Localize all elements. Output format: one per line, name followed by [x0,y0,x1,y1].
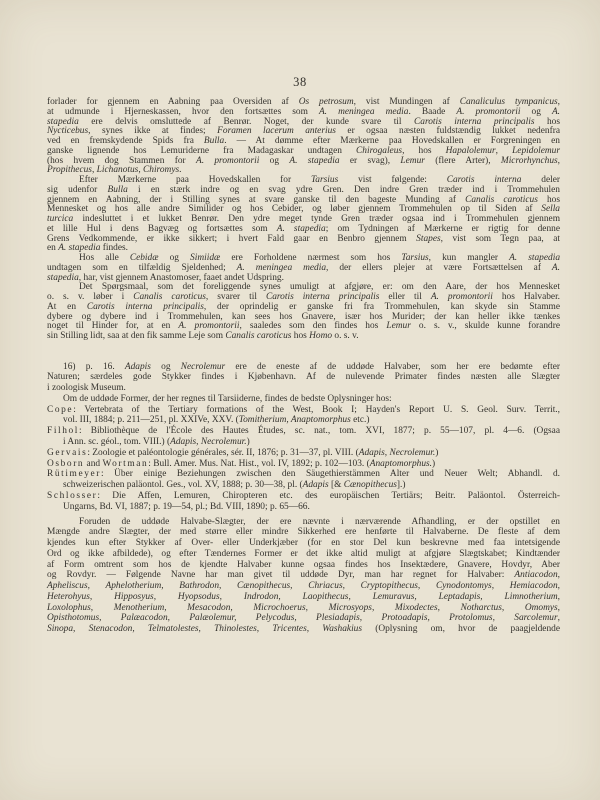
text-run: schweizerischen paläontol. Ges., vol. XV, 1888; p. 30—38, pl. ( [63,480,303,491]
italic-text: Lepidolemur [512,145,561,156]
italic-text: Anaptomorphus. [369,458,432,469]
text-run: : Über einige Beziehungen zwischen den Säugethierstämmen Alter und Neuer Welt; Abhandl. d. [100,469,560,480]
text-run: hos [534,116,560,127]
text-line [47,603,560,614]
italic-text: A. [551,262,560,273]
text-run: , der ellers plejer at være Fortsættelsen af [326,262,552,273]
text-run: Det Spørgsmaal, som det foreliggende synes umuligt at afgjøre, er: om den Aare, der hos Mennesket [79,282,560,293]
text-line [47,426,560,437]
text-run: : Bull. Amer. Mus. Nat. Hist., vol. IV, 1892; p. 102—103. ( [148,458,370,469]
text-run: ].) [396,480,406,491]
text-run: 16) p. 16. [63,361,125,372]
italic-text: Sella [541,204,560,215]
text-run: , [557,570,560,581]
italic-text: turcica [47,214,74,224]
text-line [47,613,560,624]
text-run: etc.) [350,415,370,426]
italic-text: Bulla [203,136,225,146]
text-run: , svarer til [205,292,266,302]
text-run: (hos hvem dog Stammen for [47,155,196,166]
text-run: , [557,602,560,613]
text-run: vol. III, 1884; p. 211—251, pl. XXIVe, XXV. ( [63,415,239,426]
text-run: er svag), [339,155,401,166]
text-run: kjendes kun efter Stykker af Over- eller Underkjæber (for en stor Del kun beskrevne med faa intetsigende [47,538,560,548]
text-run: , [495,145,513,156]
text-line [47,491,560,502]
text-run: ved en fremskydende Spids fra [47,136,204,146]
italic-text: Carotis interna principalis [414,116,535,127]
text-run: og Rovdyr. — Følgende Navne har man givet til uddøde Dyr, man har regnet for Halvaber: [47,570,515,581]
italic-text: Chiromys [143,165,180,176]
italic-text: A. meningea media [236,262,327,273]
author-name: Rütimeyer [47,469,101,480]
text-run: er ogsaa næsten fuldstændig lukket nedenfra [335,126,560,137]
italic-text: Os petrosum [298,97,354,107]
text-run: o. s. v., skulde kunne forandre [410,321,560,332]
text-run: i Ann. sc. géol., tom. VIII.) ( [63,437,171,448]
text-run: at udmunde i Hjerneskassen, hvor den fortsættes som [47,106,319,117]
footnote [47,362,560,513]
italic-text: A. meningea media [318,106,409,117]
italic-text: Propithecus [47,165,92,176]
text-run: hos [537,194,560,205]
text-run: ; om Tydningen af Mærkerne er rigtig for denne [325,223,560,234]
text-run: ganske lignende hos Lemuriderne fra Madagaskar undtagen [47,145,357,156]
italic-text: Canalis caroticus [225,331,292,341]
text-run: Grens Vedkommende, er ikke sikkert; i hvert Fald gaar en Benbro gjennem [47,233,417,244]
text-line [47,549,560,560]
text-run: ) [435,447,439,458]
text-run: : Bibliothèque de l'École des Hautes Études, sc. nat., tom. XVI, 1877; p. 55—107, pl. 4—6. (Ogsaa [79,426,560,437]
text-run: and [84,458,103,469]
text-run: hos [291,331,310,341]
text-line [47,383,560,394]
text-run: , har, vist gjennem Anastomoser, faaet andet Udspring. [78,272,284,283]
italic-text: Homo [309,331,333,341]
italic-text: Cænopithecus [343,480,397,491]
text-run: Ungarns, Bd. VI, 1887; p. 19—54, pl.; Bd. VIII, 1890; p. 65—66. [63,501,310,512]
italic-text: Carotis interna [446,175,522,185]
text-line [47,394,560,405]
text-run: Hos alle [79,253,130,263]
italic-text: Adapis [124,361,151,372]
italic-text: Tarsius [310,175,339,185]
text-run: , [557,591,560,602]
text-run: , [557,97,561,107]
text-run: noget til Hinder for, at en [47,321,179,332]
italic-text: Canaliculus tympanicus [459,97,558,107]
italic-text: Hapalolemur [445,145,496,156]
text-run: , [557,581,560,591]
main-text [47,98,560,342]
text-run: forlader for gjennem en Aabning paa Oversiden af [47,97,299,107]
italic-text: Opisthotomus, Palæacodon, Palæolemur, Pelycodus, Plesiadapis, Protoadapis, Protolomus, Sarcolemur [47,613,558,624]
text-run: . [179,165,182,176]
italic-text: Apheliscus, Aphelotherium, Bathrodon, Cænopithecus, Chriacus, Cryptopithecus, Cynodontomys, Hemiacodon [47,581,558,591]
text-run: , vist Mundingen af [353,97,460,107]
text-run: eller til [379,292,431,302]
text-run: : Die Affen, Lemuren, Chiropteren etc. des europäischen Tertiärs; Beitr. Paläontol. Österreich- [97,491,560,502]
text-line [47,560,560,571]
text-run: Mængde andre Slægter, der med større eller mindre Sikkerhed ere henførte til Halvaberne. De fleste af dem [47,527,560,538]
text-line [47,372,560,383]
italic-text: Necrolemur [180,361,226,372]
text-run: et lille Hul i dens Bagvæg og fortsættes som [47,223,277,234]
text-run: ere delvis omsluttede af Benrør. Noget, der kunde svare til [78,116,414,127]
text-run: (Oplysning om, hvor de paagjeldende [362,624,560,634]
text-line [47,415,560,426]
text-run: , [557,613,560,624]
text-run: , hos [402,145,446,156]
text-run: At en [47,301,87,312]
italic-text: A. stapedia [289,155,340,166]
text-run: ere Forholdene nærmest som hos [220,253,402,263]
italic-text: Foramen lacerum anterius [217,126,336,137]
italic-text: Canalis caroticus [133,292,206,302]
text-run: o. s. v. [332,331,359,341]
text-run: hos Halvaber. [492,292,561,302]
text-run: gjennem en Aabning, der i Stilling synes at svare ganske til den bageste Munding af [47,194,466,205]
italic-text: A. stapedia [58,243,101,254]
text-run: : Vertebrata of the Tertiary formations of the West, Book I; Hayden's Report U. S. Geol. Surv. Territ., [73,404,560,415]
text-run: , der oprindelig er ganske fri fra Trommehulen, kan skyde sin Stamme [203,301,560,312]
text-run: , [91,165,97,176]
text-line [47,624,560,635]
italic-text: Carotis interna principalis [265,292,380,302]
text-line [47,437,560,448]
italic-text: Sinopa, Stenacodon, Telmatolestes, Thinolestes, Tricentes, Washakius [47,624,363,634]
italic-text: A. promontorii [430,292,493,302]
italic-text: Adapis, Necrolemur. [170,437,247,448]
text-run: i en stærk indre og en svag ydre Gren. Den indre Gren træder ind i Trommehulen [127,184,560,195]
text-run: og [259,155,290,166]
italic-text: Simiidæ [190,253,221,263]
author-name: Wortman [102,458,149,469]
text-run: sig udenfor [47,184,108,195]
text-run: og [520,106,552,117]
author-name: Schlosser [47,491,98,502]
text-run: : Zoologie et paléontologie générales, sér. II, 1876; p. 31—37, pl. VIII. ( [87,447,359,458]
text-line [47,527,560,538]
text-run: Om de uddøde Former, der her regnes til Tarsiiderne, findes de bedste Oplysninger hos: [63,393,392,404]
text-run: ere de eneste af de uddøde Halvaber, som her ere bedømte efter [225,361,561,372]
italic-text: Lemur [386,321,411,332]
italic-text: stapedia [47,272,79,283]
text-line [47,405,560,416]
italic-text: Loxolophus, Menotherium, Mesacodon, Microchoerus, Microsyops, Mixodectes, Notharctus, Omomys [47,602,558,613]
italic-text: Antiacodon [514,570,558,581]
italic-text: Bulla [107,184,128,195]
text-line [47,448,560,459]
italic-text: Adapis, Necrolemur. [358,447,436,458]
italic-text: Nycticebus [47,126,89,137]
text-run: undtagen som en tilfældig Sjeldenhed; [47,262,237,273]
text-run: , [557,155,560,166]
author-name: Filhol [47,426,80,437]
italic-text: A. promontorii [456,106,521,117]
text-run: Naturen; særdeles gode Stykker findes i Kjøbenhavn. Af de nulevende Primater findes næsten alle Slægter [47,372,560,383]
text-line [47,502,560,513]
italic-text: Canalis caroticus [465,194,538,205]
italic-text: A. stapedia [509,253,561,263]
italic-text: Lemur [400,155,425,166]
text-line [47,570,560,581]
text-run: . — At dømme efter Mærkerne paa Hovedskallen er Forgreningen en [224,136,560,146]
text-run: Mennesket og hos alle andre Similider og hos Cebider, og løber gjennem Trommehulen op til Siden af [47,204,542,215]
text-run: (flere Arter), [424,155,501,166]
italic-text: A. promontorii [178,321,240,332]
italic-text: Microrhynchus [500,155,558,166]
italic-text: A. stapedia [276,223,326,234]
italic-text: stapedia [47,116,79,127]
text-run: indesluttet i et lukket Benrør. Den ydre meget tynde Gren træder ogsaa ind i Trommehulen gjennem [73,214,560,224]
text-run: [& [328,480,344,491]
italic-text: Tomitherium, Anaptomorphus [238,415,351,426]
text-run: i zoologisk Museum. [47,383,126,394]
text-run: Efter Mærkerne paa Hovedskallen for [79,175,311,185]
text-run: Ord og ikke afbildede), og efter Tændernes Former er det ikke altid muligt at afgjøre Slægtskabet; Kindtænder [47,548,560,559]
text-run: ) [246,437,250,448]
italic-text: Carotis interna principalis [86,301,204,312]
text-run: Foruden de uddøde Halvabe-Slægter, der ere nævnte i nærværende Afhandling, er der opstillet en [79,516,560,527]
text-line [47,480,560,491]
text-line [47,592,560,603]
italic-text: Tarsius [401,253,429,263]
italic-text: Lichanotus [96,165,139,176]
text-run: af Form omtrent som hos de kjendte Halvaber kunne ogsaa findes hos Insektædere, Gnavere, Hovdyr, Aber [47,559,560,570]
text-run: en [47,243,59,254]
italic-text: Stapes [416,233,441,244]
italic-text: A. [551,106,561,117]
text-line [47,517,560,528]
text-run: o. s. v. løber i [47,292,134,302]
text-run: , synes ikke at findes; [88,126,218,137]
italic-text: A. promontorii [195,155,260,166]
italic-text: Adapis [302,480,329,491]
italic-text: Heterohyus, Hipposyus, Hyopsodus, Indrodon, Laopithecus, Lemuravus, Leptadapis, Limnotherium [47,591,558,602]
text-line [47,362,560,373]
author-name: Cope [47,404,74,415]
closing-paragraph [47,517,560,635]
italic-text: Cebidæ [129,253,159,263]
text-run: vist følgende: [338,175,447,185]
text-run: ) [432,458,436,469]
author-name: Gervais [47,447,88,458]
author-name: Osborn [47,458,85,469]
page-number: 38 [293,75,307,89]
text-run: . Baade [408,106,457,117]
text-line [47,469,560,480]
text-run: og [150,361,181,372]
text-run: findes. [100,243,128,254]
text-run: , saaledes som den findes hos [239,321,387,332]
text-run: deler [521,175,560,185]
text-line [47,538,560,549]
italic-text: Chirogaleus [356,145,403,156]
text-run: , kun mangler [428,253,510,263]
text-run: sin Stilling lidt, saa at den fik samme Leje som [47,331,226,341]
text-run: og [158,253,191,263]
text-run: dybere og dybere ind i Trommehulen, kan sees hos Gnavere, især hos Murider; der kan heller ikke tænkes [47,311,560,322]
text-line [47,459,560,470]
text-run: , vist som Tegn paa, at [440,233,560,244]
text-line [47,332,560,342]
text-line [47,581,560,592]
text-run: , [138,165,144,176]
